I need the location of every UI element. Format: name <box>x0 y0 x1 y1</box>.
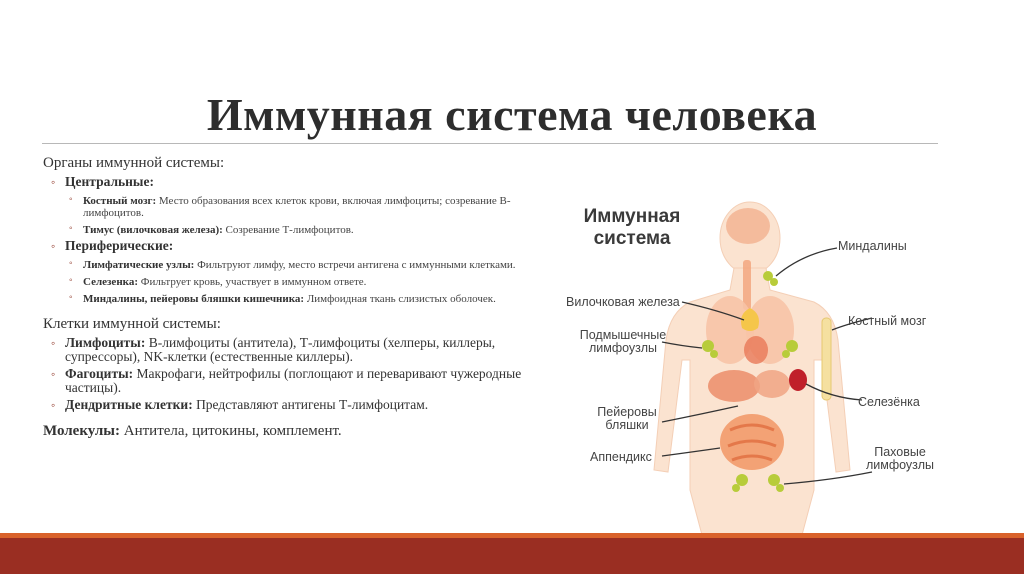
bullet-icon: ◦ <box>51 175 56 189</box>
diagram-title: Иммунная система <box>583 206 681 249</box>
label-axillary-nodes: Подмышечные лимфоузлы <box>579 328 667 355</box>
bullet-icon: ◦ <box>51 367 56 381</box>
bullet-icon: ◦ <box>69 194 73 205</box>
heart-icon <box>744 336 768 364</box>
label-tonsils: Миндалины <box>838 239 907 253</box>
brain-icon <box>726 208 770 244</box>
tonsils-peyer-item: ◦ Миндалины, пейеровы бляшки кишечника: Лимфоидная ткань слизистых оболочек. <box>69 292 496 305</box>
bone-icon <box>822 318 831 400</box>
lymph-nodes-item: ◦ Лимфатические узлы: Фильтруют лимфу, место встречи антигена с иммунными клетками. <box>69 258 516 271</box>
bullet-icon: ◦ <box>69 223 73 234</box>
spleen-icon <box>789 369 807 391</box>
molecules-item: Молекулы: Антитела, цитокины, комплемент. <box>43 423 342 439</box>
lymphocytes-item: ◦ Лимфоциты: В-лимфоциты (антитела), Т-лимфоциты (хелперы, киллеры, супрессоры), NK-клетки (естественные киллеры). <box>51 335 496 364</box>
slide-title: Иммунная система человека <box>206 89 818 140</box>
label-inguinal-nodes: Паховые лимфоузлы <box>865 445 935 472</box>
label-thymus: Вилочковая железа <box>566 295 680 309</box>
label-spleen: Селезёнка <box>858 395 920 409</box>
cells-heading: Клетки иммунной системы: <box>43 316 221 332</box>
bullet-icon: ◦ <box>51 239 56 253</box>
bullet-icon: ◦ <box>69 292 73 303</box>
central-organs-item: ◦ Центральные: <box>51 174 154 189</box>
thymus-item: ◦ Тимус (вилочковая железа): Созревание Т-лимфоцитов. <box>69 223 354 236</box>
title-divider <box>42 143 938 144</box>
label-peyer-patches: Пейеровы бляшки <box>597 405 657 432</box>
liver-icon <box>708 370 760 402</box>
peripheral-organs-item: ◦ Периферические: <box>51 238 174 253</box>
dendritic-cells-item: ◦ Дендритные клетки: Представляют антигены Т-лимфоцитам. <box>51 397 429 412</box>
trachea-icon <box>743 260 751 310</box>
label-bone-marrow: Костный мозг <box>848 314 927 328</box>
bullet-icon: ◦ <box>51 398 56 412</box>
bullet-icon: ◦ <box>69 275 73 286</box>
bone-marrow-item: ◦ Костный мозг: Место образования всех клеток крови, включая лимфоциты; созревание В-лимфоцитов. <box>69 194 511 219</box>
stomach-icon <box>754 370 790 398</box>
bullet-icon: ◦ <box>51 336 56 350</box>
spleen-item: ◦ Селезенка: Фильтрует кровь, участвует в иммунном ответе. <box>69 275 367 288</box>
label-appendix: Аппендикс <box>590 450 652 464</box>
bullet-icon: ◦ <box>69 258 73 269</box>
organs-heading: Органы иммунной системы: <box>43 155 225 171</box>
text-content <box>43 154 523 440</box>
footer-bar <box>0 538 1024 574</box>
phagocytes-item: ◦ Фагоциты: Макрофаги, нейтрофилы (поглощают и переваривают чужеродные частицы). <box>51 366 522 395</box>
